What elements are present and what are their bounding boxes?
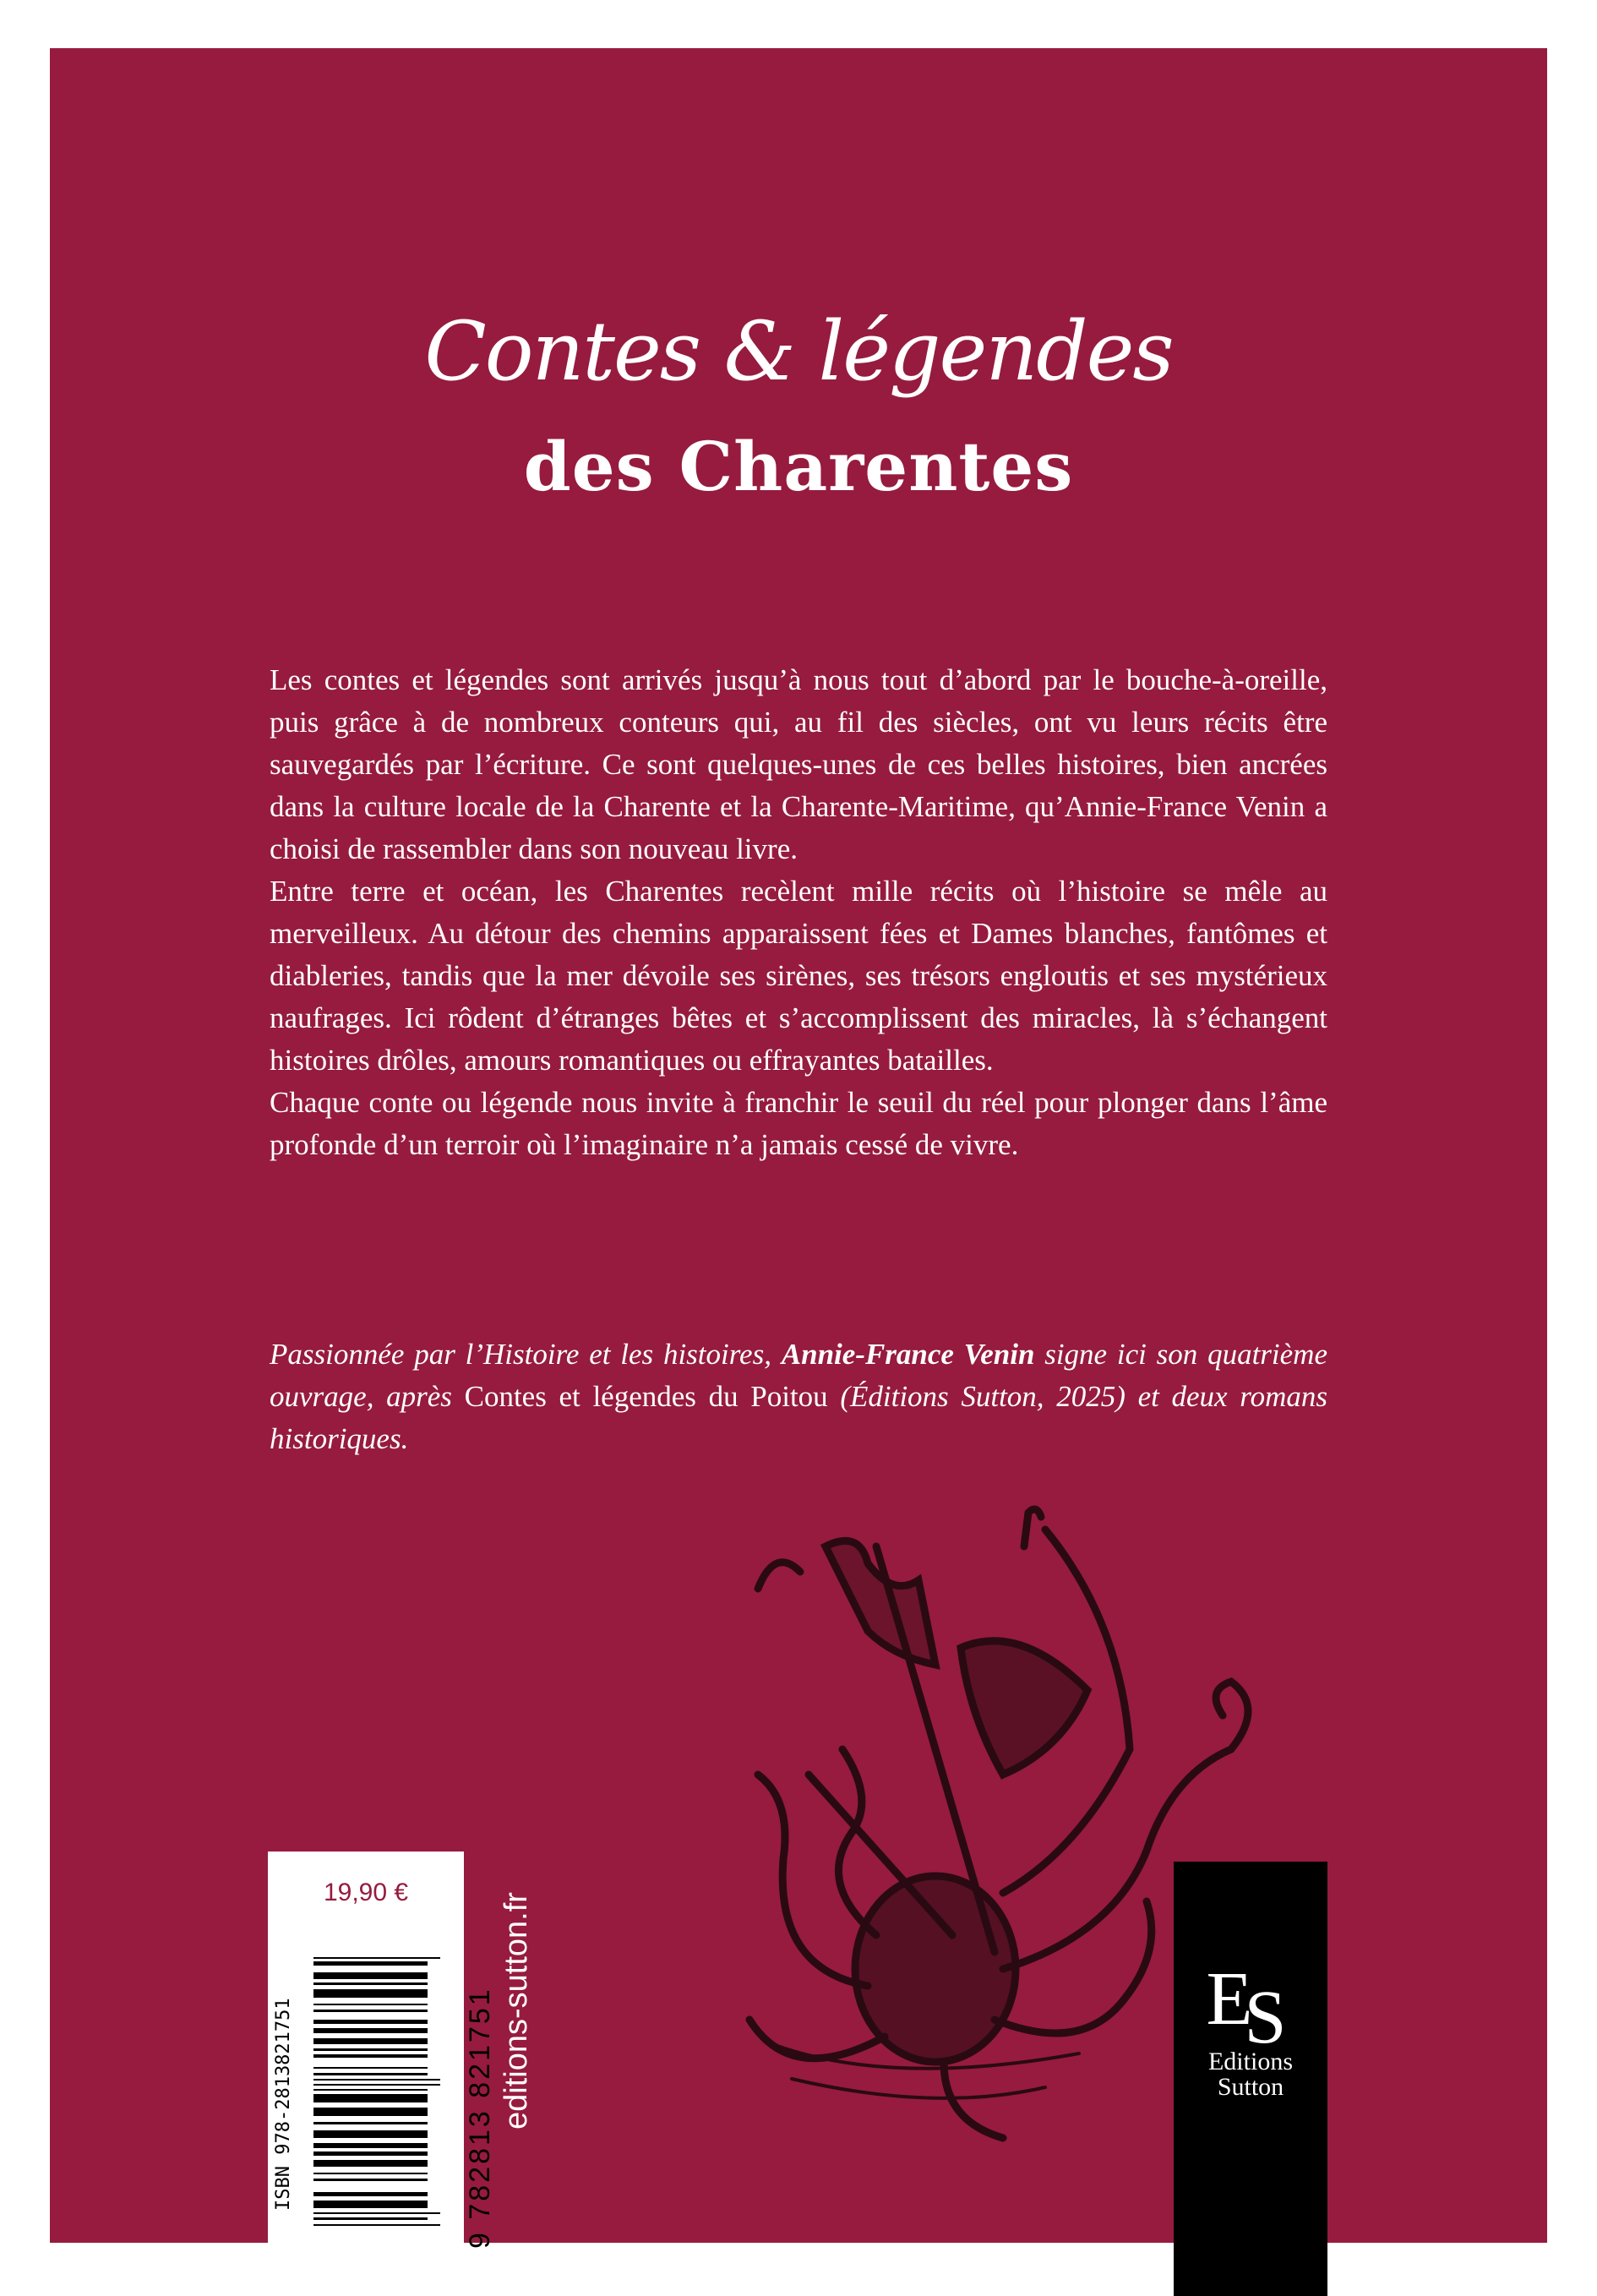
website-link[interactable]: editions-sutton.fr — [499, 1892, 534, 2130]
title-main: des Charentes — [523, 427, 1074, 506]
title-script: Contes & légendes — [424, 304, 1173, 399]
description — [270, 659, 1327, 1166]
publisher-line1: Editions — [1207, 2048, 1293, 2075]
barcode — [313, 1957, 440, 2228]
publisher-logo — [1174, 1862, 1327, 2296]
author-bio — [270, 1333, 1327, 1460]
monogram-s: S — [1244, 1976, 1287, 2059]
isbn-label: ISBN 978-2813821751 — [273, 1998, 294, 2211]
publisher-monogram — [1174, 1957, 1327, 2059]
barcode-panel — [268, 1852, 496, 2249]
bio-text: (Éditions Sutton, 2025) et deux romans historiques. — [270, 1380, 1327, 1455]
bio-text: signe ici son quatrième ouvrage, après — [270, 1338, 1327, 1413]
description-paragraph: Les contes et légendes sont arrivés jusqu’à nous tout d’abord par le bouche-à-oreille, puis grâce à de nombreux conteurs qui, au fil des siècles, ont vu leurs récits être sauvegardés par l’écriture. Ce sont quelques-unes de ces belles histoires, bien ancrées dans la culture locale de la Charente et la Charente-Maritime, qu’Annie-France Venin a choisi de rassembler dans son nouveau livre. — [270, 663, 1327, 865]
publisher-line2: Sutton — [1217, 2073, 1284, 2101]
book-title: Contes et légendes du Poitou — [464, 1380, 828, 1413]
description-paragraph: Chaque conte ou légende nous invite à franchir le seuil du réel pour plonger dans l’âme profonde d’un terroir où l’imaginaire n’a jamais cessé de vivre. — [270, 1086, 1327, 1161]
ean-digits: 9 782813 821751 — [464, 1987, 496, 2249]
price: 19,90 € — [323, 1879, 409, 1906]
bio-text: Passionnée par l’Histoire et les histoires, — [270, 1338, 782, 1371]
description-paragraph: Entre terre et océan, les Charentes recèlent mille récits où l’histoire se mêle au merveilleux. Au détour des chemins apparaissent fées et Dames blanches, fantômes et diableries, tandis que la mer dévoile ses sirènes, ses trésors engloutis et ses mystérieux naufrages. Ici rôdent d’étranges bêtes et s’accomplissent des miracles, là s’échangent histoires drôles, amours romantiques ou effrayantes batailles. — [270, 875, 1327, 1077]
monogram-e: E — [1206, 1957, 1253, 2041]
author-name: Annie-France Venin — [781, 1338, 1035, 1371]
publisher-name — [1174, 2049, 1327, 2100]
